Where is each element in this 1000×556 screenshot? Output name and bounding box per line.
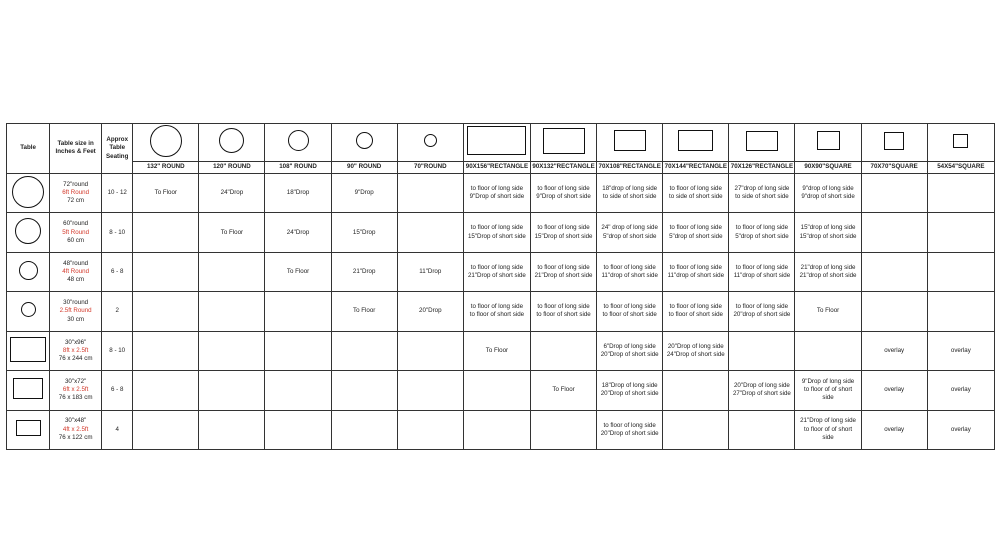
drop-text: 21"Drop of short side: [467, 272, 526, 280]
drop-cell: [265, 213, 331, 252]
round-table-icon: [19, 261, 38, 280]
cloth-size-label: 90" ROUND: [331, 161, 397, 173]
cloth-size-label: 108" ROUND: [265, 161, 331, 173]
drop-cell: [597, 213, 663, 252]
drop-cell: [331, 252, 397, 291]
drop-text: 15"Drop: [352, 228, 376, 236]
rectangle-cloth-icon: [543, 128, 585, 154]
drop-cell: [463, 213, 530, 252]
drop-text: 5"drop of short side: [669, 232, 723, 240]
drop-text: side: [822, 394, 834, 402]
drop-cell: [331, 331, 397, 370]
drop-cell: [663, 410, 729, 449]
cloth-size-label: 90X156"RECTANGLE: [463, 161, 530, 173]
round-cloth-icon: [150, 125, 182, 157]
drop-cell: [265, 410, 331, 449]
cloth-icon-cell: [530, 124, 596, 162]
size-cm: 30 cm: [67, 315, 85, 323]
drop-text: overlay: [950, 425, 971, 433]
size-feet: 4ft Round: [62, 267, 90, 275]
drop-cell: [927, 371, 994, 410]
drop-cell: [861, 173, 927, 212]
drop-cell: [927, 213, 994, 252]
cloth-icon-cell: [463, 124, 530, 162]
size-inches: 30"round: [63, 299, 89, 307]
drop-text: 6"Drop of long side: [603, 342, 656, 350]
drop-cell: [331, 410, 397, 449]
drop-cell: [265, 371, 331, 410]
drop-text: 21"drop of short side: [799, 272, 857, 280]
drop-cell: [927, 173, 994, 212]
drop-cell: [597, 331, 663, 370]
drop-text: 11"drop of short side: [733, 272, 791, 280]
drop-cell: [397, 292, 463, 331]
cloth-icon-cell: [199, 124, 265, 162]
drop-cell: [530, 292, 596, 331]
drop-text: to floor of short side: [469, 311, 525, 319]
cloth-icon-cell: [729, 124, 795, 162]
table-shape-cell: [7, 371, 50, 410]
drop-text: side: [822, 433, 834, 441]
drop-cell: [795, 292, 861, 331]
cloth-size-label: 132" ROUND: [133, 161, 199, 173]
drop-cell: [729, 331, 795, 370]
drop-cell: [597, 252, 663, 291]
drop-cell: [463, 173, 530, 212]
drop-cell: [795, 410, 861, 449]
drop-text: To Floor: [286, 267, 310, 275]
drop-cell: [199, 371, 265, 410]
drop-text: to floor of short side: [602, 311, 657, 319]
drop-cell: [199, 331, 265, 370]
table-row: [7, 331, 995, 370]
rectangle-cloth-icon: [678, 130, 713, 151]
drop-text: 9"Drop of long side: [801, 378, 855, 385]
drop-text: 11"drop of short side: [667, 272, 725, 280]
size-cm: 48 cm: [67, 276, 85, 284]
cloth-icon-cell: [663, 124, 729, 162]
table-shape-cell: [7, 252, 50, 291]
drop-text: to floor of long side: [470, 263, 524, 271]
drop-text: 9"Drop of short side: [469, 193, 525, 201]
drop-text: 11"Drop: [419, 267, 442, 275]
drop-text: to floor of long side: [537, 224, 590, 232]
drop-cell: [530, 252, 596, 291]
drop-text: 9"drop of long side: [802, 184, 854, 192]
table-shape-cell: [7, 213, 50, 252]
drop-text: to floor of long side: [470, 224, 524, 232]
drop-cell: [729, 371, 795, 410]
size-feet: 5ft Round: [62, 228, 90, 236]
drop-cell: [729, 292, 795, 331]
square-cloth-icon: [884, 132, 904, 150]
table-size-cell: [50, 410, 102, 449]
drop-cell: [530, 213, 596, 252]
table-size-cell: [50, 331, 102, 370]
drop-text: 27"Drop of short side: [732, 390, 791, 398]
table-shape-cell: [7, 173, 50, 212]
table-size-cell: [50, 252, 102, 291]
table-size-cell: [50, 213, 102, 252]
header-icon-row: [7, 124, 995, 162]
table-row: [7, 410, 995, 449]
header-table-size: Table size in Inches & Feet: [50, 124, 102, 174]
drop-text: to floor of long side: [603, 303, 656, 311]
drop-text: 24"Drop of short side: [666, 350, 725, 358]
cloth-size-label: 90X90"SQUARE: [795, 161, 861, 173]
drop-cell: [265, 331, 331, 370]
drop-text: 18"drop of long side: [602, 184, 658, 192]
table-row: [7, 292, 995, 331]
drop-cell: [927, 292, 994, 331]
drop-text: 9"Drop of short side: [536, 193, 591, 201]
size-inches: 30"x72": [64, 378, 87, 385]
table-row: [7, 252, 995, 291]
cloth-size-label: 70X144"RECTANGLE: [663, 161, 729, 173]
drop-text: to floor of long side: [537, 303, 590, 311]
rectangle-cloth-icon: [467, 126, 526, 155]
cloth-size-label: 54X54"SQUARE: [927, 161, 994, 173]
drop-text: to floor of long side: [669, 184, 722, 192]
cloth-size-label: 70X126"RECTANGLE: [729, 161, 795, 173]
drop-cell: [729, 410, 795, 449]
drop-text: 15"Drop of short side: [534, 232, 593, 240]
table-shape-cell: [7, 292, 50, 331]
drop-text: 21"Drop: [352, 267, 376, 275]
cloth-icon-cell: [397, 124, 463, 162]
drop-text: overlay: [950, 346, 971, 354]
drop-cell: [927, 410, 994, 449]
drop-text: 20"Drop of short side: [600, 350, 659, 358]
drop-text: To Floor: [154, 189, 177, 197]
drop-text: to floor of of short: [803, 386, 853, 394]
drop-cell: [795, 371, 861, 410]
drop-text: to side of short side: [735, 193, 789, 201]
drop-cell: [530, 371, 596, 410]
header-table: Table: [7, 124, 50, 174]
drop-cell: [729, 213, 795, 252]
drop-cell: [861, 213, 927, 252]
seating-cell: 4: [102, 410, 133, 449]
drop-text: 11"drop of short side: [601, 272, 658, 280]
seating-cell: 6 - 8: [102, 252, 133, 291]
drop-cell: [331, 213, 397, 252]
drop-text: to floor of short side: [668, 311, 723, 319]
drop-cell: [397, 410, 463, 449]
drop-text: 18"Drop: [286, 189, 310, 197]
drop-cell: [663, 252, 729, 291]
cloth-size-label: 70"ROUND: [397, 161, 463, 173]
size-cm: 76 x 122 cm: [58, 433, 93, 441]
drop-cell: [729, 252, 795, 291]
size-feet: 6ft Round: [62, 189, 90, 197]
drop-cell: [530, 331, 596, 370]
cloth-size-label: 120" ROUND: [199, 161, 265, 173]
drop-cell: [597, 371, 663, 410]
drop-text: to floor of long side: [669, 224, 722, 232]
drop-cell: [463, 371, 530, 410]
drop-cell: [133, 252, 199, 291]
table-shape-cell: [7, 331, 50, 370]
drop-text: to floor of long side: [735, 263, 789, 271]
drop-text: to floor of long side: [603, 263, 656, 271]
drop-cell: [199, 252, 265, 291]
drop-cell: [530, 173, 596, 212]
size-feet: 2.5ft Round: [59, 307, 92, 315]
drop-cell: [265, 292, 331, 331]
drop-text: to side of short side: [668, 193, 723, 201]
drop-cell: [861, 331, 927, 370]
seating-cell: 2: [102, 292, 133, 331]
round-table-icon: [12, 176, 44, 208]
drop-text: 21"Drop of short side: [534, 272, 593, 280]
drop-cell: [199, 173, 265, 212]
drop-cell: [861, 410, 927, 449]
drop-text: to floor of long side: [537, 184, 590, 192]
round-table-icon: [21, 302, 36, 317]
table-shape-cell: [7, 410, 50, 449]
size-cm: 60 cm: [67, 236, 85, 244]
drop-cell: [133, 213, 199, 252]
drop-cell: [199, 410, 265, 449]
cloth-icon-cell: [133, 124, 199, 162]
size-cm: 76 x 244 cm: [58, 354, 93, 362]
drop-cell: [530, 410, 596, 449]
drop-text: to floor of long side: [735, 303, 789, 311]
drop-cell: [133, 173, 199, 212]
drop-text: 24" drop of long side: [601, 224, 658, 232]
drop-text: to floor of short side: [536, 311, 591, 319]
drop-text: to floor of long side: [537, 263, 590, 271]
drop-cell: [795, 213, 861, 252]
drop-text: 20"Drop of long side: [733, 382, 790, 390]
round-cloth-icon: [424, 134, 437, 147]
size-inches: 30"x96": [64, 338, 87, 346]
drop-cell: [463, 410, 530, 449]
cloth-size-label: 70X70"SQUARE: [861, 161, 927, 173]
rectangle-cloth-icon: [746, 131, 778, 151]
drop-cell: [463, 292, 530, 331]
cloth-icon-cell: [331, 124, 397, 162]
table-row: [7, 173, 995, 212]
size-inches: 30"x48": [64, 417, 87, 425]
rectangle-table-icon: [10, 337, 46, 362]
round-table-icon: [15, 218, 41, 244]
drop-text: To Floor: [552, 386, 575, 394]
drop-cell: [397, 252, 463, 291]
drop-cell: [265, 252, 331, 291]
header-name-row: [7, 161, 995, 173]
tablecloth-size-chart: [6, 123, 995, 450]
drop-cell: [927, 331, 994, 370]
size-cm: 76 x 183 cm: [58, 394, 93, 402]
drop-cell: [795, 173, 861, 212]
drop-text: To Floor: [220, 228, 244, 236]
drop-text: 20"Drop of short side: [600, 390, 659, 398]
drop-text: 20"Drop of long side: [667, 342, 724, 350]
round-cloth-icon: [288, 130, 309, 151]
rectangle-cloth-icon: [614, 130, 646, 151]
drop-text: To Floor: [816, 307, 840, 315]
drop-text: to floor of long side: [669, 303, 722, 311]
drop-cell: [331, 292, 397, 331]
drop-cell: [597, 292, 663, 331]
table-size-cell: [50, 292, 102, 331]
drop-text: 18"Drop of long side: [601, 382, 658, 390]
drop-cell: [133, 410, 199, 449]
drop-text: overlay: [884, 346, 905, 354]
drop-cell: [795, 252, 861, 291]
cloth-icon-cell: [597, 124, 663, 162]
square-cloth-icon: [817, 131, 840, 150]
drop-text: 24"Drop: [220, 189, 244, 197]
table-size-cell: [50, 173, 102, 212]
drop-text: to floor of long side: [603, 421, 656, 429]
drop-cell: [463, 252, 530, 291]
cloth-icon-cell: [861, 124, 927, 162]
size-feet: 8ft x 2.5ft: [62, 346, 89, 354]
drop-cell: [927, 252, 994, 291]
drop-text: 20"Drop: [419, 307, 442, 315]
drop-cell: [397, 213, 463, 252]
drop-cell: [199, 213, 265, 252]
table-size-cell: [50, 371, 102, 410]
table-row: [7, 213, 995, 252]
seating-cell: 6 - 8: [102, 371, 133, 410]
drop-cell: [663, 371, 729, 410]
drop-text: To Floor: [352, 307, 376, 315]
drop-cell: [133, 331, 199, 370]
drop-text: to floor of long side: [470, 184, 524, 192]
header-seating: Approx Table Seating: [102, 124, 133, 174]
drop-text: overlay: [884, 386, 905, 394]
cloth-icon-cell: [265, 124, 331, 162]
drop-cell: [265, 173, 331, 212]
drop-cell: [331, 371, 397, 410]
drop-text: 15"drop of short side: [799, 232, 857, 240]
drop-cell: [663, 173, 729, 212]
drop-cell: [397, 173, 463, 212]
drop-text: 15"drop of long side: [800, 224, 856, 232]
drop-text: 9"drop of short side: [801, 193, 855, 201]
drop-cell: [331, 173, 397, 212]
drop-cell: [795, 331, 861, 370]
drop-text: to side of short side: [602, 193, 657, 201]
size-feet: 6ft x 2.5ft: [62, 386, 89, 394]
round-cloth-icon: [356, 132, 373, 149]
drop-cell: [663, 213, 729, 252]
drop-cell: [861, 252, 927, 291]
drop-cell: [133, 371, 199, 410]
rectangle-table-icon: [16, 420, 41, 436]
seating-cell: 8 - 10: [102, 213, 133, 252]
cloth-size-label: 90X132"RECTANGLE: [530, 161, 596, 173]
drop-cell: [397, 331, 463, 370]
drop-cell: [133, 292, 199, 331]
drop-text: 24"Drop: [286, 228, 310, 236]
round-cloth-icon: [219, 128, 244, 153]
table-row: [7, 371, 995, 410]
size-feet: 4ft x 2.5ft: [62, 425, 89, 433]
cloth-icon-cell: [927, 124, 994, 162]
rectangle-table-icon: [13, 378, 43, 399]
size-inches: 48"round: [63, 259, 89, 267]
drop-cell: [861, 371, 927, 410]
drop-text: 21"Drop of long side: [800, 417, 856, 425]
drop-cell: [861, 292, 927, 331]
size-cm: 72 cm: [67, 197, 85, 205]
drop-text: 20"drop of short side: [733, 311, 791, 319]
drop-text: 20"Drop of short side: [600, 429, 659, 437]
drop-text: 27"drop of long side: [734, 184, 790, 192]
drop-cell: [663, 292, 729, 331]
drop-cell: [397, 371, 463, 410]
seating-cell: 10 - 12: [102, 173, 133, 212]
drop-text: 21"drop of long side: [800, 263, 856, 271]
cloth-icon-cell: [795, 124, 861, 162]
drop-text: to floor of long side: [470, 303, 524, 311]
drop-cell: [597, 173, 663, 212]
drop-text: 15"Drop of short side: [467, 232, 526, 240]
size-inches: 60"round: [63, 220, 89, 228]
cloth-size-label: 70X108"RECTANGLE: [597, 161, 663, 173]
drop-text: 9"Drop: [354, 189, 374, 197]
drop-cell: [597, 410, 663, 449]
drop-text: 5"drop of short side: [602, 232, 657, 240]
drop-text: to floor of long side: [669, 263, 722, 271]
seating-cell: 8 - 10: [102, 331, 133, 370]
drop-text: to floor of long side: [735, 224, 789, 232]
square-cloth-icon: [953, 134, 968, 148]
drop-cell: [199, 292, 265, 331]
size-inches: 72"round: [63, 180, 89, 188]
drop-cell: [663, 331, 729, 370]
drop-text: To Floor: [485, 346, 509, 354]
drop-text: 5"drop of short side: [735, 232, 789, 240]
drop-text: overlay: [884, 425, 905, 433]
drop-cell: [463, 331, 530, 370]
drop-text: overlay: [950, 386, 971, 394]
drop-text: to floor of of short: [803, 425, 853, 433]
drop-cell: [729, 173, 795, 212]
